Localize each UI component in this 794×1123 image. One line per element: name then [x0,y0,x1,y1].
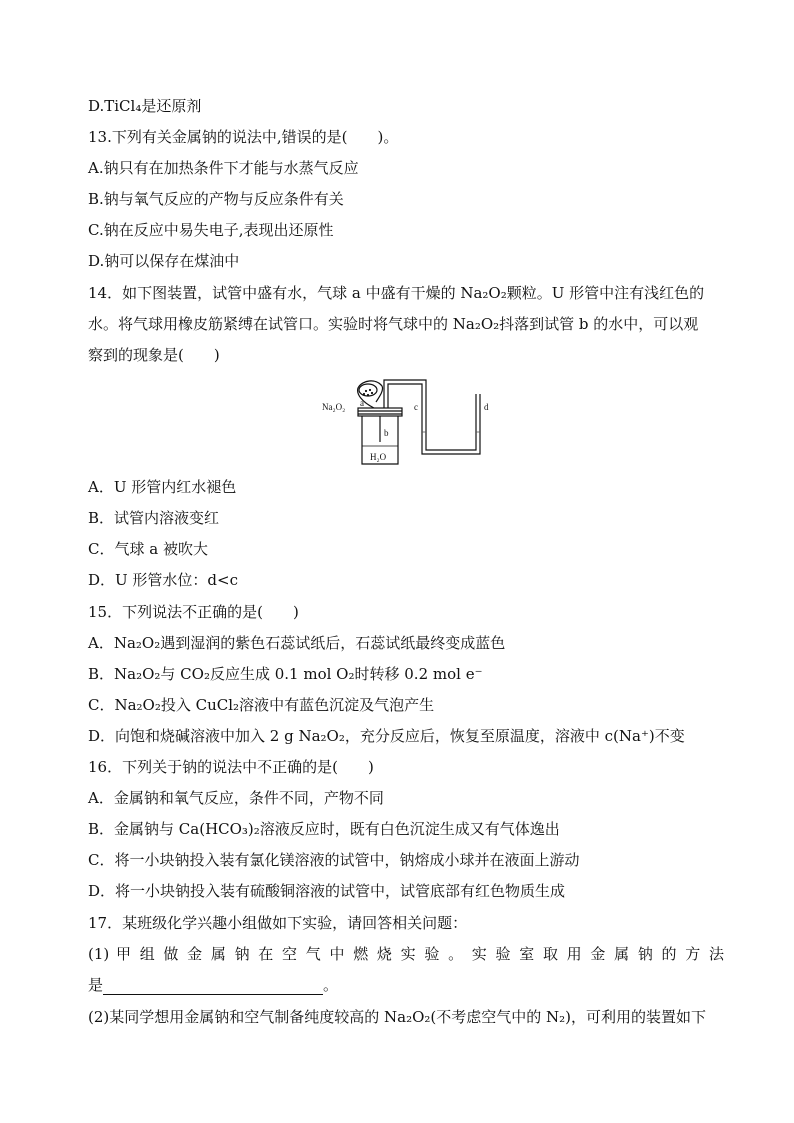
answer-suffix: 。 [323,976,339,994]
option-13d: D.钠可以保存在煤油中 [88,252,240,270]
option-13b: B.钠与氧气反应的产物与反应条件有关 [88,190,344,208]
label-a: a [360,398,364,408]
question-13-stem: 13.下列有关金属钠的说法中,错误的是( )。 [88,128,399,146]
option-15d: D．向饱和烧碱溶液中加入 2 g Na₂O₂，充分反应后，恢复至原温度，溶液中 c(Na⁺)不变 [88,727,685,745]
option-13a: A.钠只有在加热条件下才能与水蒸气反应 [88,159,359,177]
stopper [358,408,402,416]
question-16-stem: 16．下列关于钠的说法中不正确的是( ) [88,758,374,776]
question-14-stem-1: 14．如下图装置，试管中盛有水，气球 a 中盛有干燥的 Na₂O₂颗粒。U 形管中注有浅红色的 [88,284,705,302]
option-16a: A．金属钠和氧气反应，条件不同，产物不同 [88,789,384,807]
question-14-stem-2: 水。将气球用橡皮筋紧缚在试管口。实验时将气球中的 Na₂O₂抖落到试管 b 的水中，可以观 [88,315,699,333]
answer-blank[interactable] [103,978,323,995]
option-13c: C.钠在反应中易失电子,表现出还原性 [88,221,334,239]
answer-prefix: 是 [88,976,104,994]
question-17-part2: (2)某同学想用金属钠和空气制备纯度较高的 Na₂O₂(不考虑空气中的 N₂)，可利用的装置如下 [88,1008,707,1026]
label-d: d [484,402,489,412]
option-14c: C．气球 a 被吹大 [88,540,208,558]
label-b: b [384,428,389,438]
option-14d: D．U 形管水位：d<c [88,571,239,589]
option-14b: B．试管内溶液变红 [88,509,220,527]
apparatus-diagram [318,372,498,468]
question-14-stem-3: 察到的现象是( ) [88,346,220,364]
label-na2o2: Na₂O₂ [322,402,346,412]
question-17-part1: (1) 甲 组 做 金 属 钠 在 空 气 中 燃 烧 实 验 。 实 验 室 取 用 金 属 钠 的 方 法 [88,945,724,963]
option-12d: D.TiCl₄是还原剂 [88,97,202,115]
option-14a: A．U 形管内红水褪色 [88,478,237,496]
option-16c: C．将一小块钠投入装有氯化镁溶液的试管中，钠熔成小球并在液面上游动 [88,851,580,869]
option-16d: D．将一小块钠投入装有硫酸铜溶液的试管中，试管底部有红色物质生成 [88,882,566,900]
option-15a: A．Na₂O₂遇到湿润的紫色石蕊试纸后，石蕊试纸最终变成蓝色 [88,634,506,652]
question-15-stem: 15．下列说法不正确的是( ) [88,603,299,621]
question-17-answer-line [88,975,724,995]
label-c: c [414,402,418,412]
question-17-stem: 17．某班级化学兴趣小组做如下实验，请回答相关问题： [88,914,468,932]
option-16b: B．金属钠与 Ca(HCO₃)₂溶液反应时，既有白色沉淀生成又有气体逸出 [88,820,560,838]
option-15c: C．Na₂O₂投入 CuCl₂溶液中有蓝色沉淀及气泡产生 [88,696,435,714]
option-15b: B．Na₂O₂与 CO₂反应生成 0.1 mol O₂时转移 0.2 mol e⁻ [88,665,483,683]
label-h2o: H₂O [370,452,387,462]
